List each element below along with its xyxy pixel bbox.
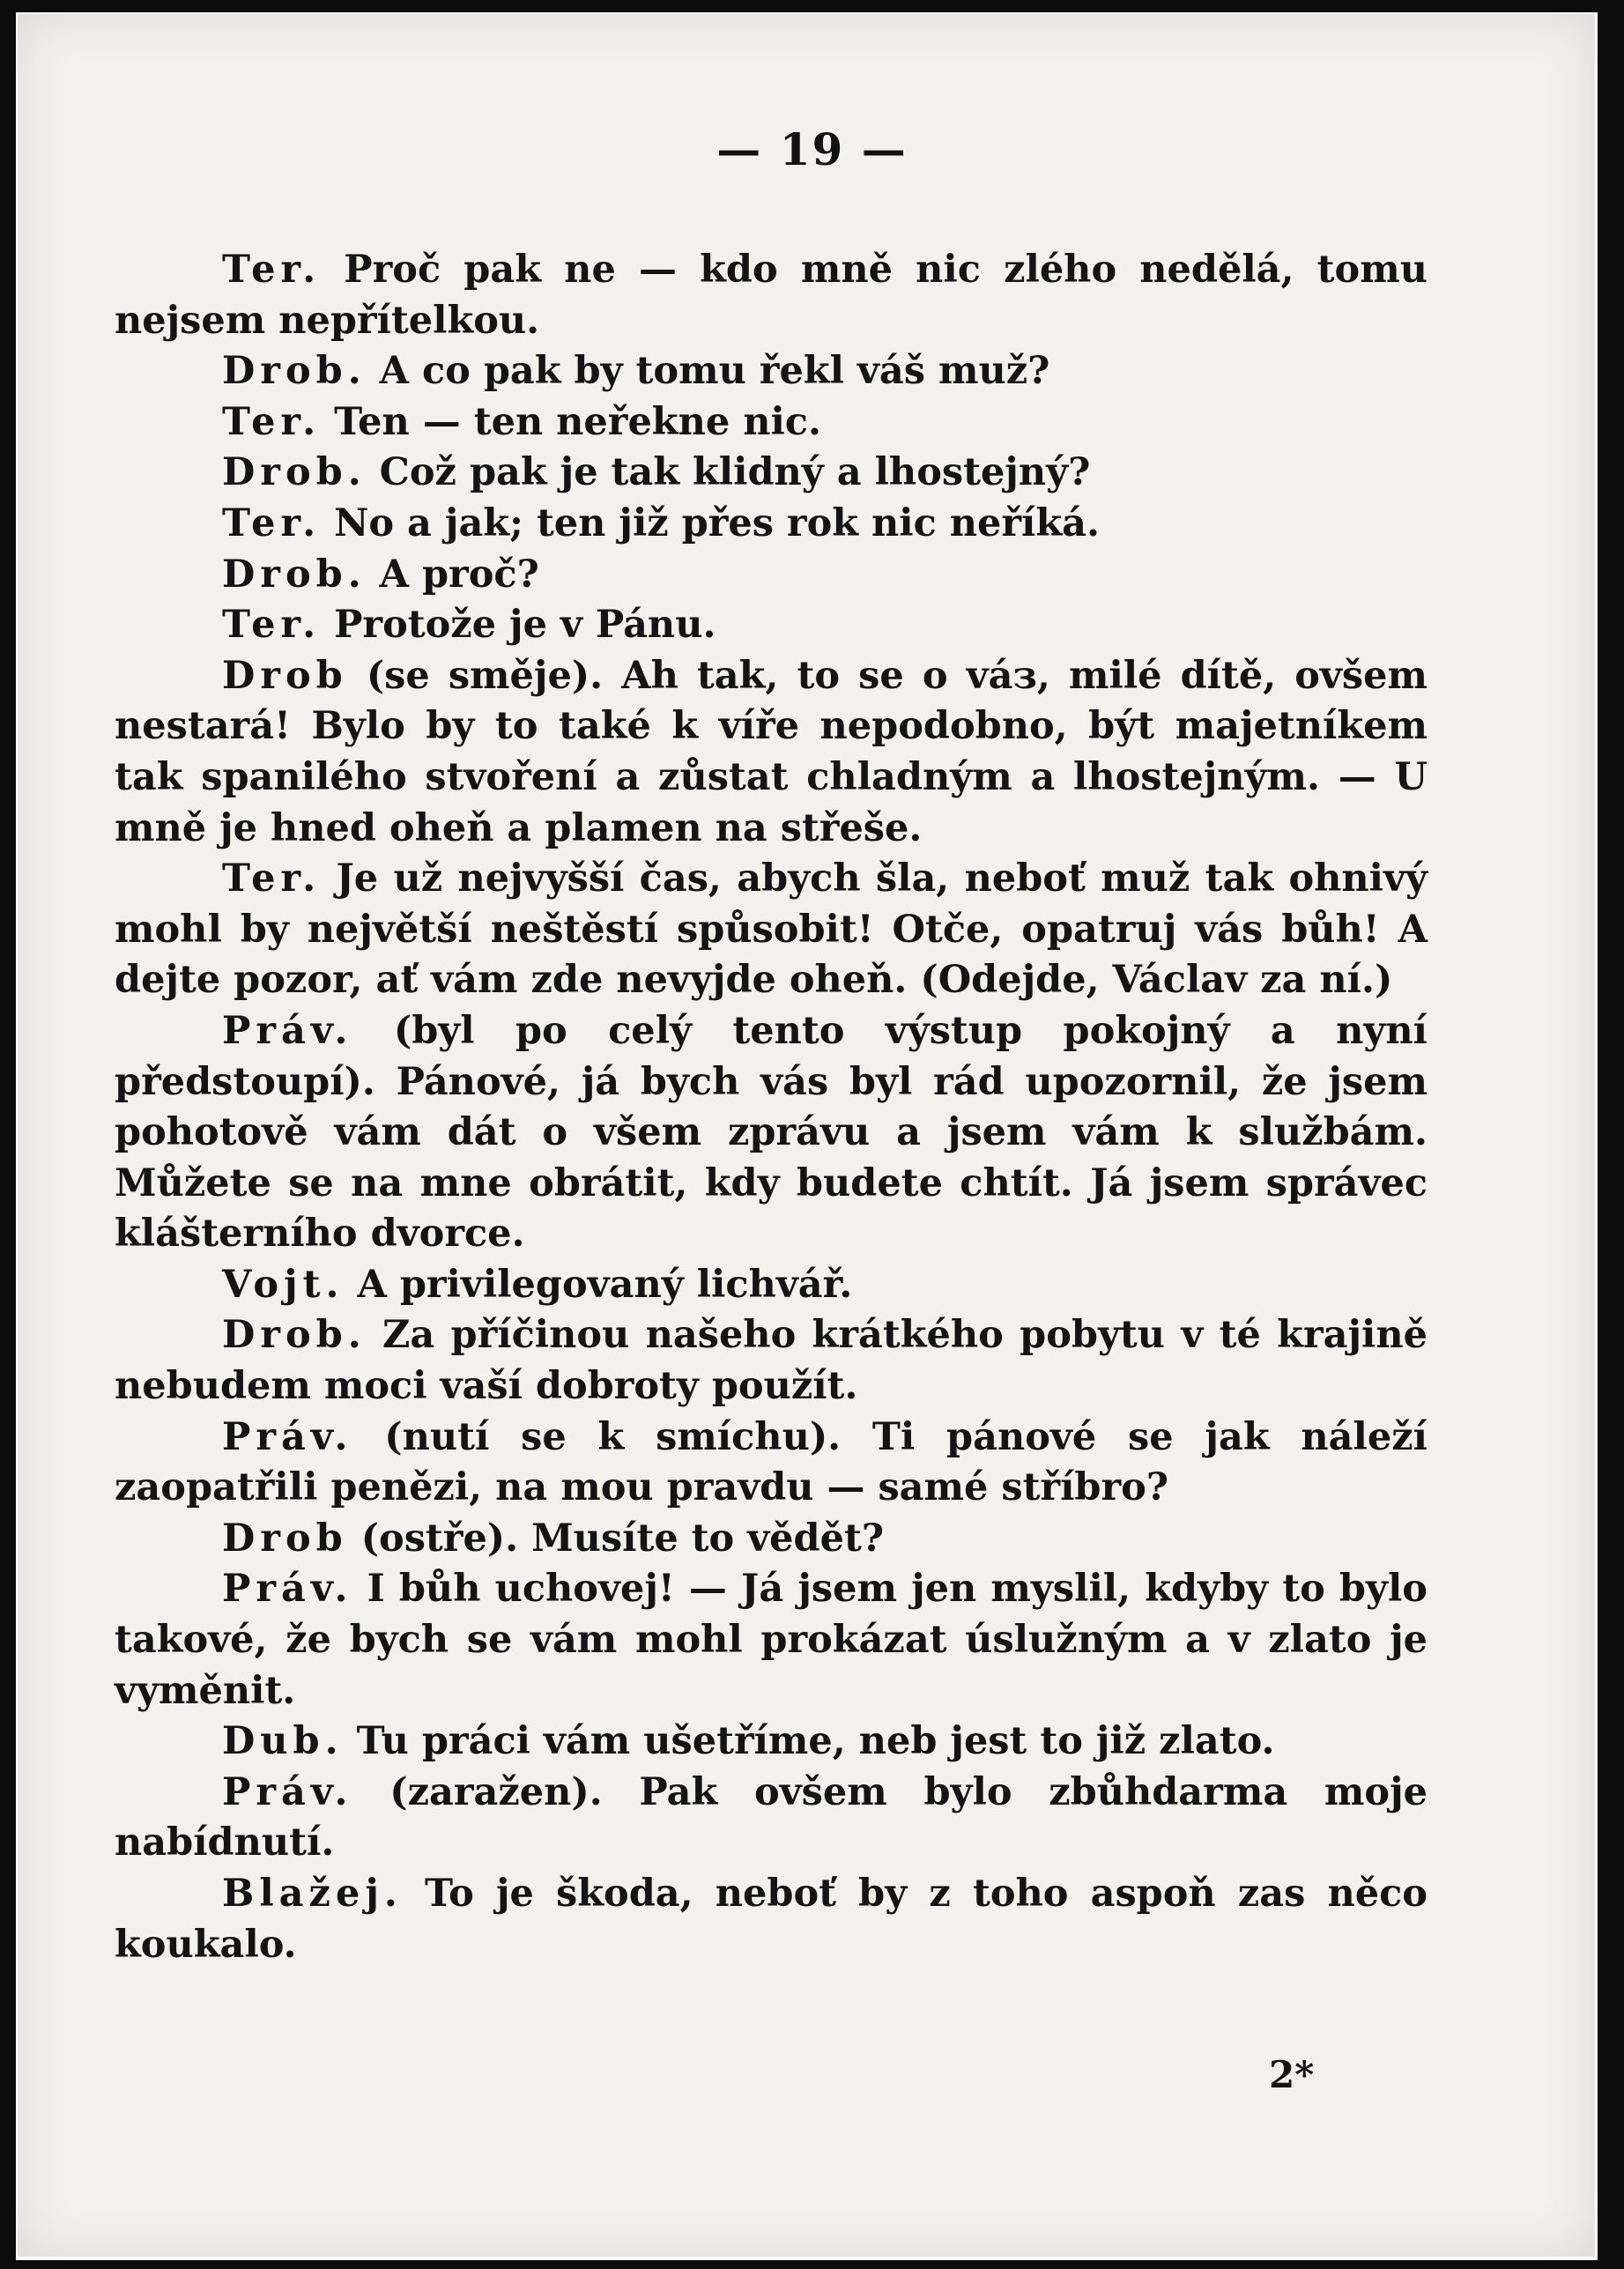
dialogue-text: Za příčinou našeho krátkého pobytu v té krajině nebudem moci vaší dobroty použít. bbox=[115, 1313, 1427, 1409]
dialogue-line bbox=[115, 1514, 1427, 1565]
dialogue-line bbox=[115, 600, 1427, 651]
dialogue-text: A privilegovaný lichvář. bbox=[357, 1262, 853, 1307]
speaker-name: Drob bbox=[222, 653, 348, 698]
speaker-name: Vojt. bbox=[222, 1262, 345, 1307]
dialogue-text: (se směje). Ah tak, to se o váз, milé dítě, ovšem nestará! Bylo by to také k víře nepodobno, být majetníkem tak spanilého stvoření a zůstat chladným a lhostejným. — U mně je hned oheň a plamen na střeše. bbox=[115, 653, 1427, 850]
speaker-name: Drob bbox=[222, 1516, 348, 1561]
dialogue-line bbox=[115, 1869, 1427, 1970]
speaker-name: Práv. bbox=[222, 1008, 353, 1053]
speaker-name: Drob. bbox=[222, 349, 367, 394]
dialogue-line bbox=[115, 1717, 1427, 1768]
dialogue-text: (zaražen). Pak ovšem bylo zbůhdarma moje nabídnutí. bbox=[115, 1769, 1427, 1865]
dialogue-text: (byl po celý tento výstup pokojný a nyní předstoupí). Pánové, já bych vás byl rád upozornil, že jsem pohotově vám dát o všem zprávu a jsem vám k službám. Můžete se na mne obrátit, kdy budete chtít. Já jsem správec klášterního dvorce. bbox=[115, 1008, 1427, 1257]
speaker-name: Práv. bbox=[222, 1567, 353, 1612]
dialogue-line bbox=[115, 651, 1427, 854]
dialogue-line bbox=[115, 1413, 1427, 1514]
scan-border-top bbox=[0, 0, 1624, 12]
speaker-name: Drob. bbox=[222, 552, 367, 597]
page-number: — 19 — bbox=[716, 123, 908, 175]
dialogue-line bbox=[115, 1006, 1427, 1260]
dialogue-line bbox=[115, 1260, 1427, 1311]
signature-mark: 2* bbox=[1269, 2053, 1315, 2096]
dialogue-line bbox=[115, 499, 1427, 550]
speaker-name: Práv. bbox=[222, 1414, 353, 1459]
scan-border-left bbox=[0, 0, 16, 2269]
speaker-name: Drob. bbox=[222, 450, 367, 495]
speaker-name: Práv. bbox=[222, 1769, 353, 1814]
dialogue-text: I bůh uchovej! — Já jsem jen myslil, kdyby to bylo takové, že bych se vám mohl prokázat úslužným a v zlato je vyměnit. bbox=[115, 1567, 1427, 1713]
speaker-name: Ter. bbox=[222, 603, 322, 648]
speaker-name: Ter. bbox=[222, 399, 322, 444]
dialogue-text: A co pak by tomu řekl váš muž? bbox=[379, 349, 1050, 394]
page-body bbox=[115, 245, 1427, 1970]
dialogue-text: Je už nejvyšší čas, abych šla, neboť muž tak ohnivý mohl by největší neštěstí spůsobit! Otče, opatruj vás bůh! A dejte pozor, ať vám zde nevyjde oheň. (Odejde, Václav za ní.) bbox=[115, 856, 1427, 1003]
dialogue-text: Protože je v Pánu. bbox=[334, 603, 716, 648]
dialogue-text: To je škoda, neboť by z toho aspoň zas něco koukalo. bbox=[115, 1872, 1427, 1967]
dialogue-text: A proč? bbox=[379, 552, 539, 597]
dialogue-line bbox=[115, 346, 1427, 397]
speaker-name: Blažej. bbox=[222, 1872, 403, 1916]
dialogue-text: Což pak je tak klidný a lhostejný? bbox=[379, 450, 1091, 495]
dialogue-line bbox=[115, 1564, 1427, 1717]
dialogue-line bbox=[115, 1310, 1427, 1412]
dialogue-text: (ostře). Musíte to vědět? bbox=[360, 1516, 885, 1561]
scan-border-bottom bbox=[0, 2260, 1624, 2269]
dialogue-line bbox=[115, 1768, 1427, 1869]
dialogue-text: Proč pak ne — kdo mně nic zlého nedělá, tomu nejsem nepřítelkou. bbox=[115, 248, 1427, 343]
speaker-name: Ter. bbox=[222, 248, 322, 292]
speaker-name: Dub. bbox=[222, 1719, 344, 1764]
speaker-name: Drob. bbox=[222, 1313, 367, 1358]
dialogue-text: Ten — ten neřekne nic. bbox=[334, 399, 821, 444]
dialogue-line bbox=[115, 448, 1427, 499]
speaker-name: Ter. bbox=[222, 501, 322, 545]
dialogue-line bbox=[115, 854, 1427, 1006]
dialogue-line bbox=[115, 550, 1427, 601]
speaker-name: Ter. bbox=[222, 856, 322, 901]
scan-border-right bbox=[1598, 0, 1624, 2269]
dialogue-text: (nutí se k smíchu). Ti pánové se jak náleží zaopatřili penězi, na mou pravdu — samé stříbro? bbox=[115, 1414, 1427, 1510]
dialogue-line bbox=[115, 397, 1427, 449]
dialogue-line bbox=[115, 245, 1427, 346]
dialogue-text: No a jak; ten již přes rok nic neříká. bbox=[334, 501, 1101, 545]
dialogue-text: Tu práci vám ušetříme, neb jest to již zlato. bbox=[356, 1719, 1275, 1764]
